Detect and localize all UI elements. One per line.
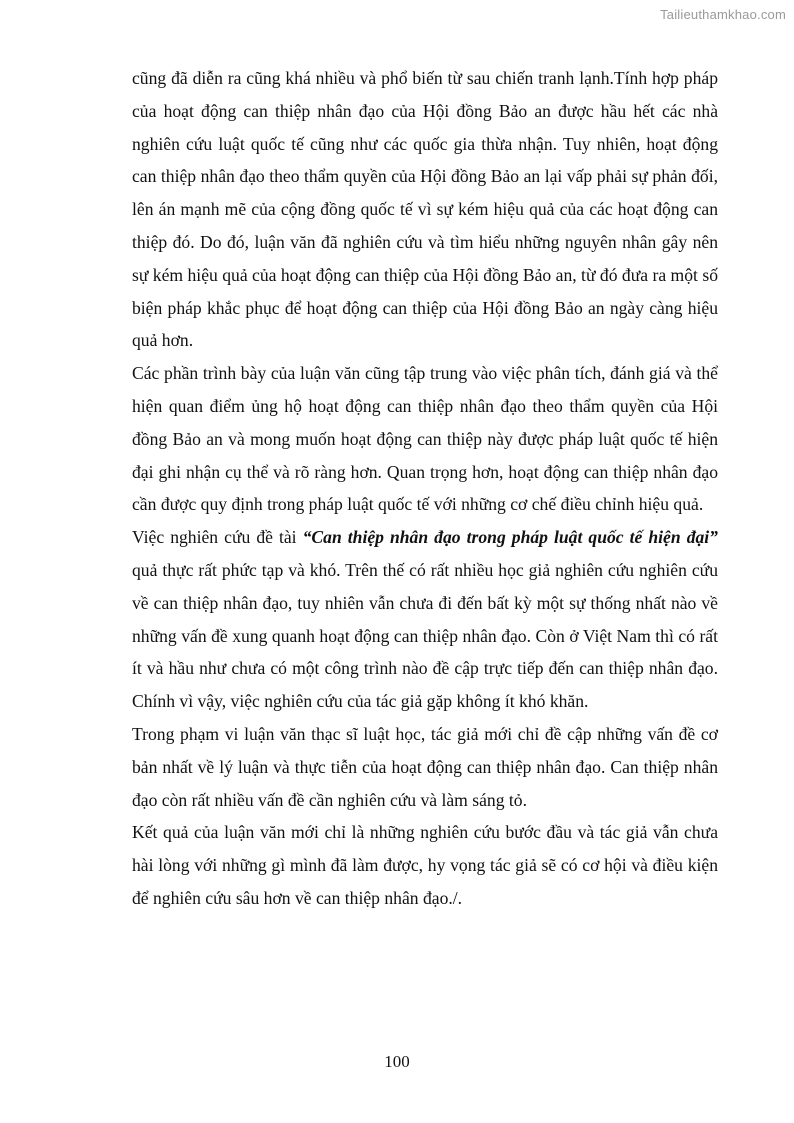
document-body bbox=[132, 62, 718, 915]
paragraph-presentation: Các phần trình bày của luận văn cũng tập trung vào việc phân tích, đánh giá và thể hiện quan điểm ủng hộ hoạt động can thiệp nhân đạo theo thẩm quyền của Hội đồng Bảo an và mong muốn hoạt động can thiệp này được pháp luật quốc tế hiện đại ghi nhận cụ thể và rõ ràng hơn. Quan trọng hơn, hoạt động can thiệp nhân đạo cần được quy định trong pháp luật quốc tế với những cơ chế điều chỉnh hiệu quả. bbox=[132, 363, 718, 515]
topic-title-emphasis: “Can thiệp nhân đạo trong pháp luật quốc tế hiện đại” bbox=[302, 527, 718, 548]
watermark-text: Tailieuthamkhao.com bbox=[660, 7, 786, 22]
topic-text-after: quả thực rất phức tạp và khó. Trên thế có rất nhiều học giả nghiên cứu nghiên cứu về can thiệp nhân đạo, tuy nhiên vẫn chưa đi đến bất kỳ một sự thống nhất nào về những vấn đề xung quanh hoạt động can thiệp nhân đạo. Còn ở Việt Nam thì có rất ít và hầu như chưa có một công trình nào đề cập trực tiếp đến can thiệp nhân đạo. Chính vì vậy, việc nghiên cứu của tác giả gặp không ít khó khăn. bbox=[132, 559, 718, 712]
paragraph-topic bbox=[132, 521, 718, 718]
paragraph-intro: cũng đã diễn ra cũng khá nhiều và phổ biến từ sau chiến tranh lạnh.Tính hợp pháp của hoạt động can thiệp nhân đạo của Hội đồng Bảo an được hầu hết các nhà nghiên cứu luật quốc tế cũng như các quốc gia thừa nhận. Tuy nhiên, hoạt động can thiệp nhân đạo theo thẩm quyền của Hội đồng Bảo an lại vấp phải sự phản đối, lên án mạnh mẽ của cộng đồng quốc tế vì sự kém hiệu quả của các hoạt động can thiệp đó. Do đó, luận văn đã nghiên cứu và tìm hiểu những nguyên nhân gây nên sự kém hiệu quả của hoạt động can thiệp của Hội đồng Bảo an, từ đó đưa ra một số biện pháp khắc phục để hoạt động can thiệp của Hội đồng Bảo an ngày càng hiệu quả hơn. bbox=[132, 68, 718, 351]
topic-text-before: Việc nghiên cứu đề tài bbox=[132, 527, 303, 548]
page-number: 100 bbox=[384, 1052, 410, 1071]
paragraph-conclusion: Kết quả của luận văn mới chỉ là những nghiên cứu bước đầu và tác giả vẫn chưa hài lòng với những gì mình đã làm được, hy vọng tác giả sẽ có cơ hội và điều kiện để nghiên cứu sâu hơn về can thiệp nhân đạo./. bbox=[132, 822, 718, 908]
paragraph-scope: Trong phạm vi luận văn thạc sĩ luật học, tác giả mới chỉ đề cập những vấn đề cơ bản nhất về lý luận và thực tiễn của hoạt động can thiệp nhân đạo. Can thiệp nhân đạo còn rất nhiều vấn đề cần nghiên cứu và làm sáng tỏ. bbox=[132, 723, 718, 810]
